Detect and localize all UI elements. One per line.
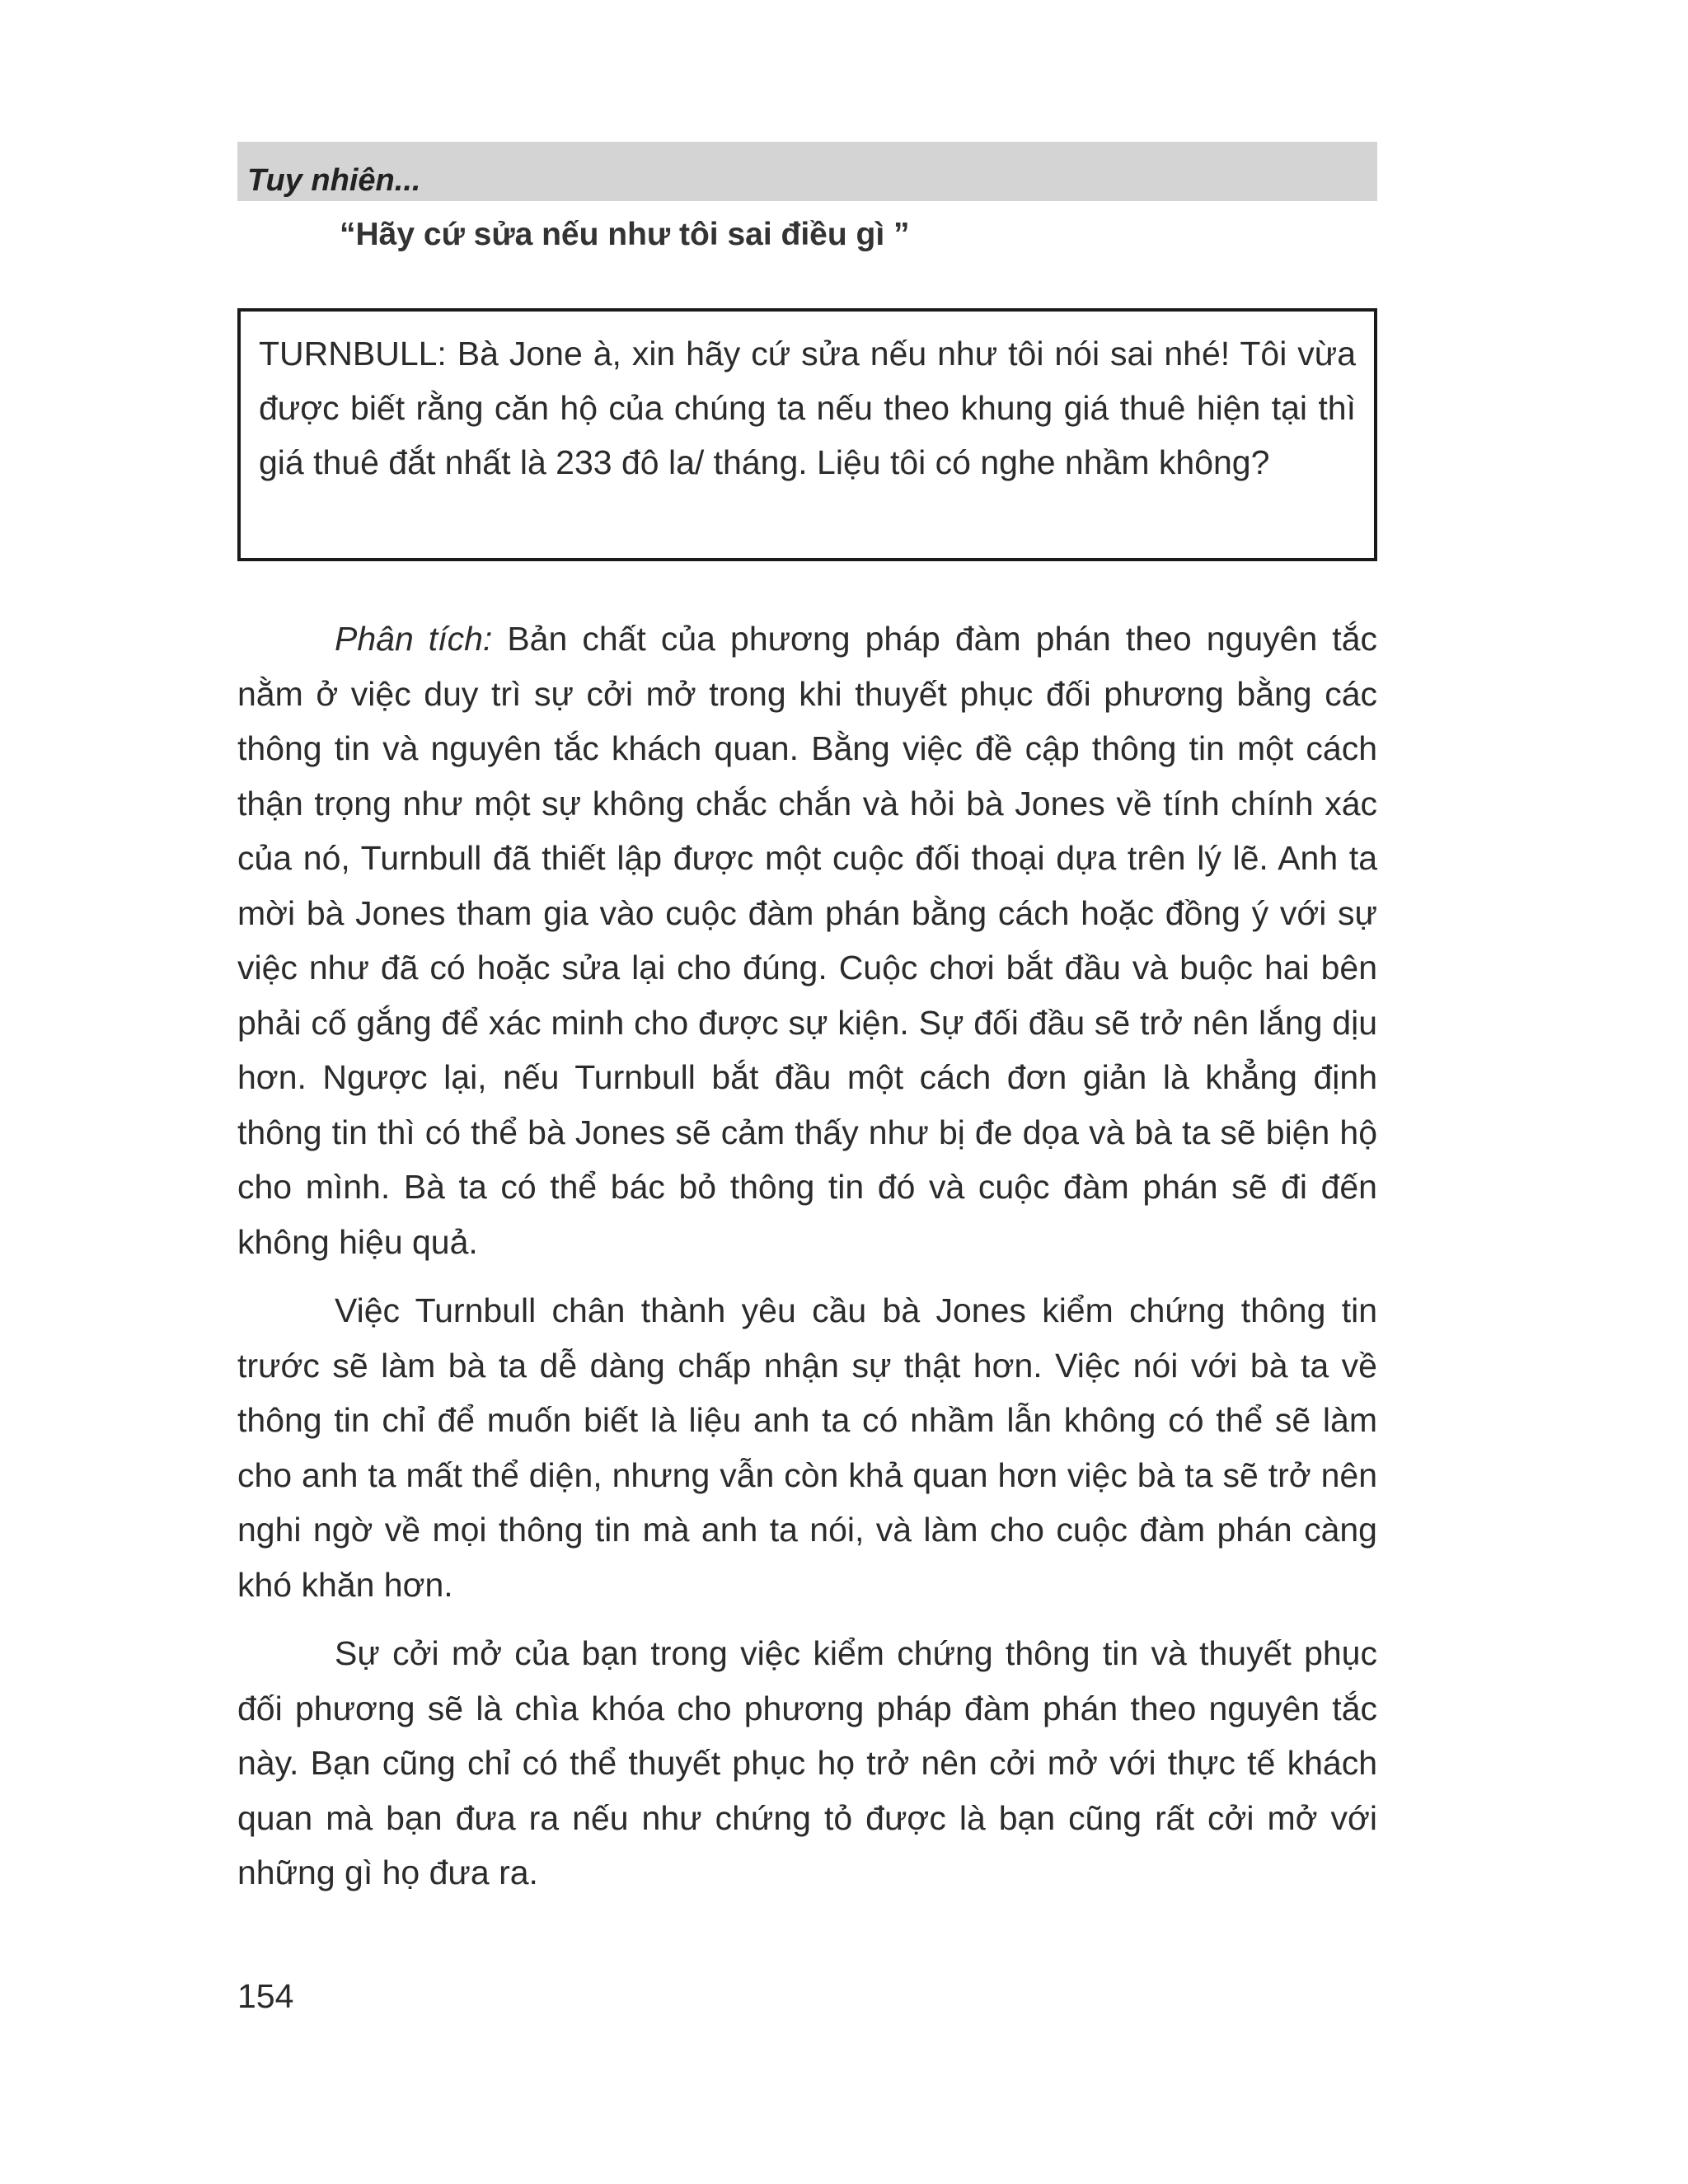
paragraph-analysis [237,612,1377,1269]
section-header-bar [237,142,1377,201]
paragraph: Việc Turnbull chân thành yêu cầu bà Jones kiểm chứng thông tin trước sẽ làm bà ta dễ dàng chấp nhận sự thật hơn. Việc nói với bà ta về thông tin chỉ để muốn biết là liệu anh ta có nhầm lẫn không có thể sẽ làm cho anh ta mất thể diện, nhưng vẫn còn khả quan hơn việc bà ta sẽ trở nên nghi ngờ về mọi thông tin mà anh ta nói, và làm cho cuộc đàm phán càng khó khăn hơn. [237,1291,1377,1604]
paragraph: Sự cởi mở của bạn trong việc kiểm chứng thông tin và thuyết phục đối phương sẽ là chìa khóa cho phương pháp đàm phán theo nguyên tắc này. Bạn cũng chỉ có thể thuyết phục họ trở nên cởi mở với thực tế khách quan mà bạn đưa ra nếu như chứng tỏ được là bạn cũng rất cởi mở với những gì họ đưa ra. [237,1634,1377,1891]
section-subtitle: “Hãy cứ sửa nếu như tôi sai điều gì ” [340,217,910,252]
dialogue-text: TURNBULL: Bà Jone à, xin hãy cứ sửa nếu như tôi nói sai nhé! Tôi vừa được biết rằng căn hộ của chúng ta nếu theo khung giá thuê hiện tại thì giá thuê đắt nhất là 233 đô la/ tháng. Liệu tôi có nghe nhầm không? [259,335,1356,481]
section-title: Tuy nhiên... [247,163,421,198]
body-text [237,612,1377,1915]
page-number: 154 [237,1977,294,2015]
paragraph-lead-in: Phân tích: [335,620,493,658]
paragraph-text: Bản chất của phương pháp đàm phán theo nguyên tắc nằm ở việc duy trì sự cởi mở trong khi thuyết phục đối phương bằng các thông tin và nguyên tắc khách quan. Bằng việc đề cập thông tin một cách thận trọng như một sự không chắc chắn và hỏi bà Jones về tính chính xác của nó, Turnbull đã thiết lập được một cuộc đối thoại dựa trên lý lẽ. Anh ta mời bà Jones tham gia vào cuộc đàm phán bằng cách hoặc đồng ý với sự việc như đã có hoặc sửa lại cho đúng. Cuộc chơi bắt đầu và buộc hai bên phải cố gắng để xác minh cho được sự kiện. Sự đối đầu sẽ trở nên lắng dịu hơn. Ngược lại, nếu Turnbull bắt đầu một cách đơn giản là khẳng định thông tin thì có thể bà Jones sẽ cảm thấy như bị đe dọa và bà ta sẽ biện hộ cho mình. Bà ta có thể bác bỏ thông tin đó và cuộc đàm phán sẽ đi đến không hiệu quả. [237,620,1377,1261]
dialogue-box [237,308,1377,561]
